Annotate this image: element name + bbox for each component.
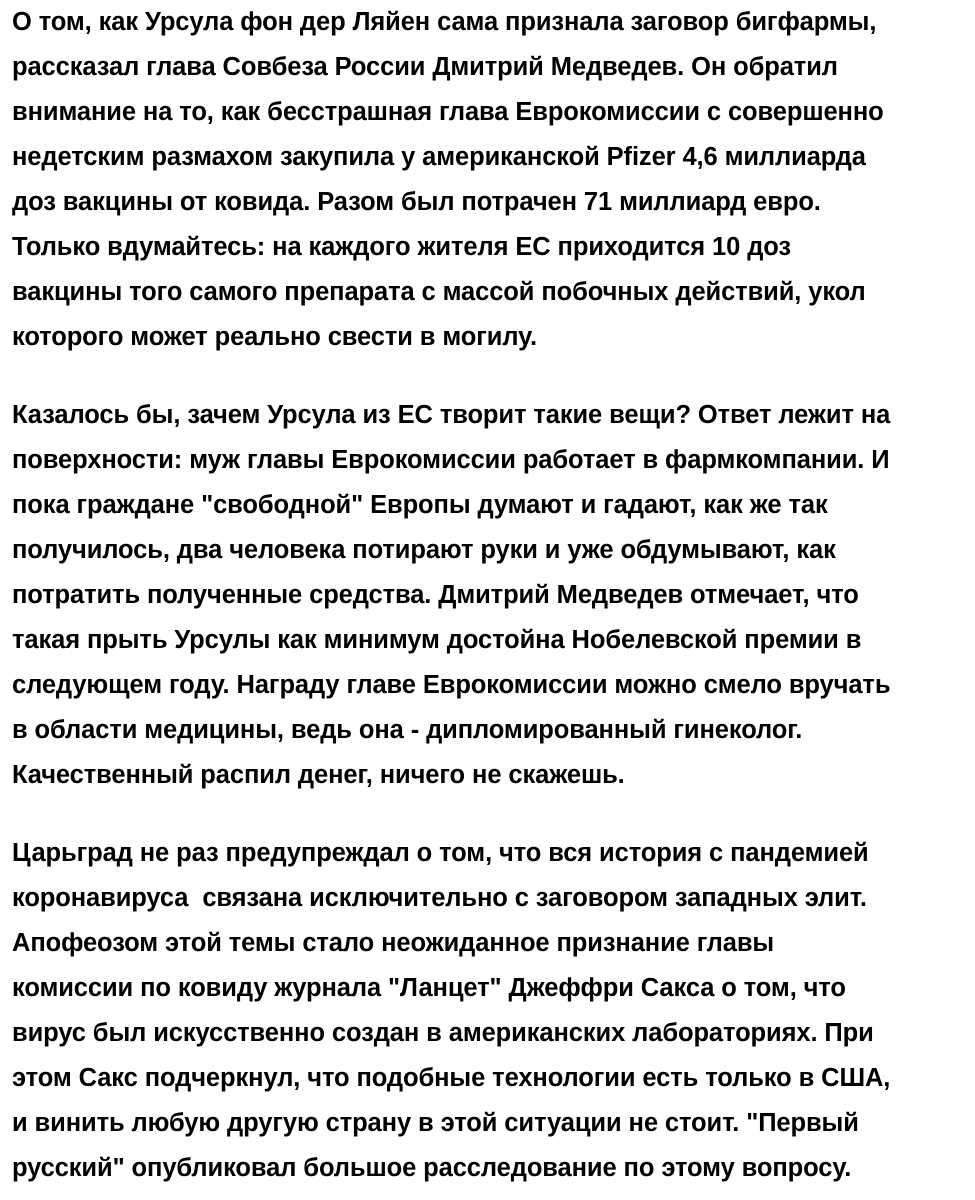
text-line: внимание на то, как бесстрашная глава Еврокомиссии с совершенно bbox=[12, 98, 884, 126]
text-line: коронавируса связана исключительно с заговором западных элит. bbox=[12, 884, 867, 912]
text-line: которого может реально свести в могилу. bbox=[12, 323, 537, 351]
text-line: Апофеозом этой темы стало неожиданное признание главы bbox=[12, 929, 775, 957]
paragraph-3 bbox=[12, 831, 975, 1191]
article-body bbox=[12, 0, 975, 1191]
text-line: этом Сакс подчеркнул, что подобные технологии есть только в США, bbox=[12, 1064, 891, 1092]
text-line: пока граждане "свободной" Европы думают и гадают, как же так bbox=[12, 491, 828, 519]
text-line: получилось, два человека потирают руки и уже обдумывают, как bbox=[12, 536, 836, 564]
text-line: поверхности: муж главы Еврокомиссии работает в фармкомпании. И bbox=[12, 446, 890, 474]
text-line: вакцины того самого препарата с массой побочных действий, укол bbox=[12, 278, 866, 306]
text-line: недетским размахом закупила у американской Pfizer 4,6 миллиарда bbox=[12, 143, 866, 171]
paragraph-2 bbox=[12, 393, 975, 798]
text-line: такая прыть Урсулы как минимум достойна Нобелевской премии в bbox=[12, 626, 862, 654]
text-line: следующем году. Награду главе Еврокомиссии можно смело вручать bbox=[12, 671, 891, 699]
text-line: Царьград не раз предупреждал о том, что вся история с пандемией bbox=[12, 839, 869, 867]
text-line: потратить полученные средства. Дмитрий Медведев отмечает, что bbox=[12, 581, 859, 609]
text-line: вирус был искусственно создан в американских лабораториях. При bbox=[12, 1019, 874, 1047]
text-line: комиссии по ковиду журнала "Ланцет" Джеффри Сакса о том, что bbox=[12, 974, 846, 1002]
text-line: рассказал глава Совбеза России Дмитрий Медведев. Он обратил bbox=[12, 53, 838, 81]
text-line: доз вакцины от ковида. Разом был потрачен 71 миллиард евро. bbox=[12, 188, 821, 216]
paragraph-1 bbox=[12, 0, 975, 360]
text-line: Казалось бы, зачем Урсула из ЕС творит такие вещи? Ответ лежит на bbox=[12, 401, 891, 429]
text-line: Только вдумайтесь: на каждого жителя ЕС приходится 10 доз bbox=[12, 233, 791, 261]
text-line: в области медицины, ведь она - дипломированный гинеколог. bbox=[12, 716, 803, 744]
text-line: русский" опубликовал большое расследование по этому вопросу. bbox=[12, 1154, 852, 1182]
text-line: О том, как Урсула фон дер Ляйен сама признала заговор бигфармы, bbox=[12, 8, 877, 36]
text-line: Качественный распил денег, ничего не скажешь. bbox=[12, 761, 625, 789]
text-line: и винить любую другую страну в этой ситуации не стоит. "Первый bbox=[12, 1109, 859, 1137]
